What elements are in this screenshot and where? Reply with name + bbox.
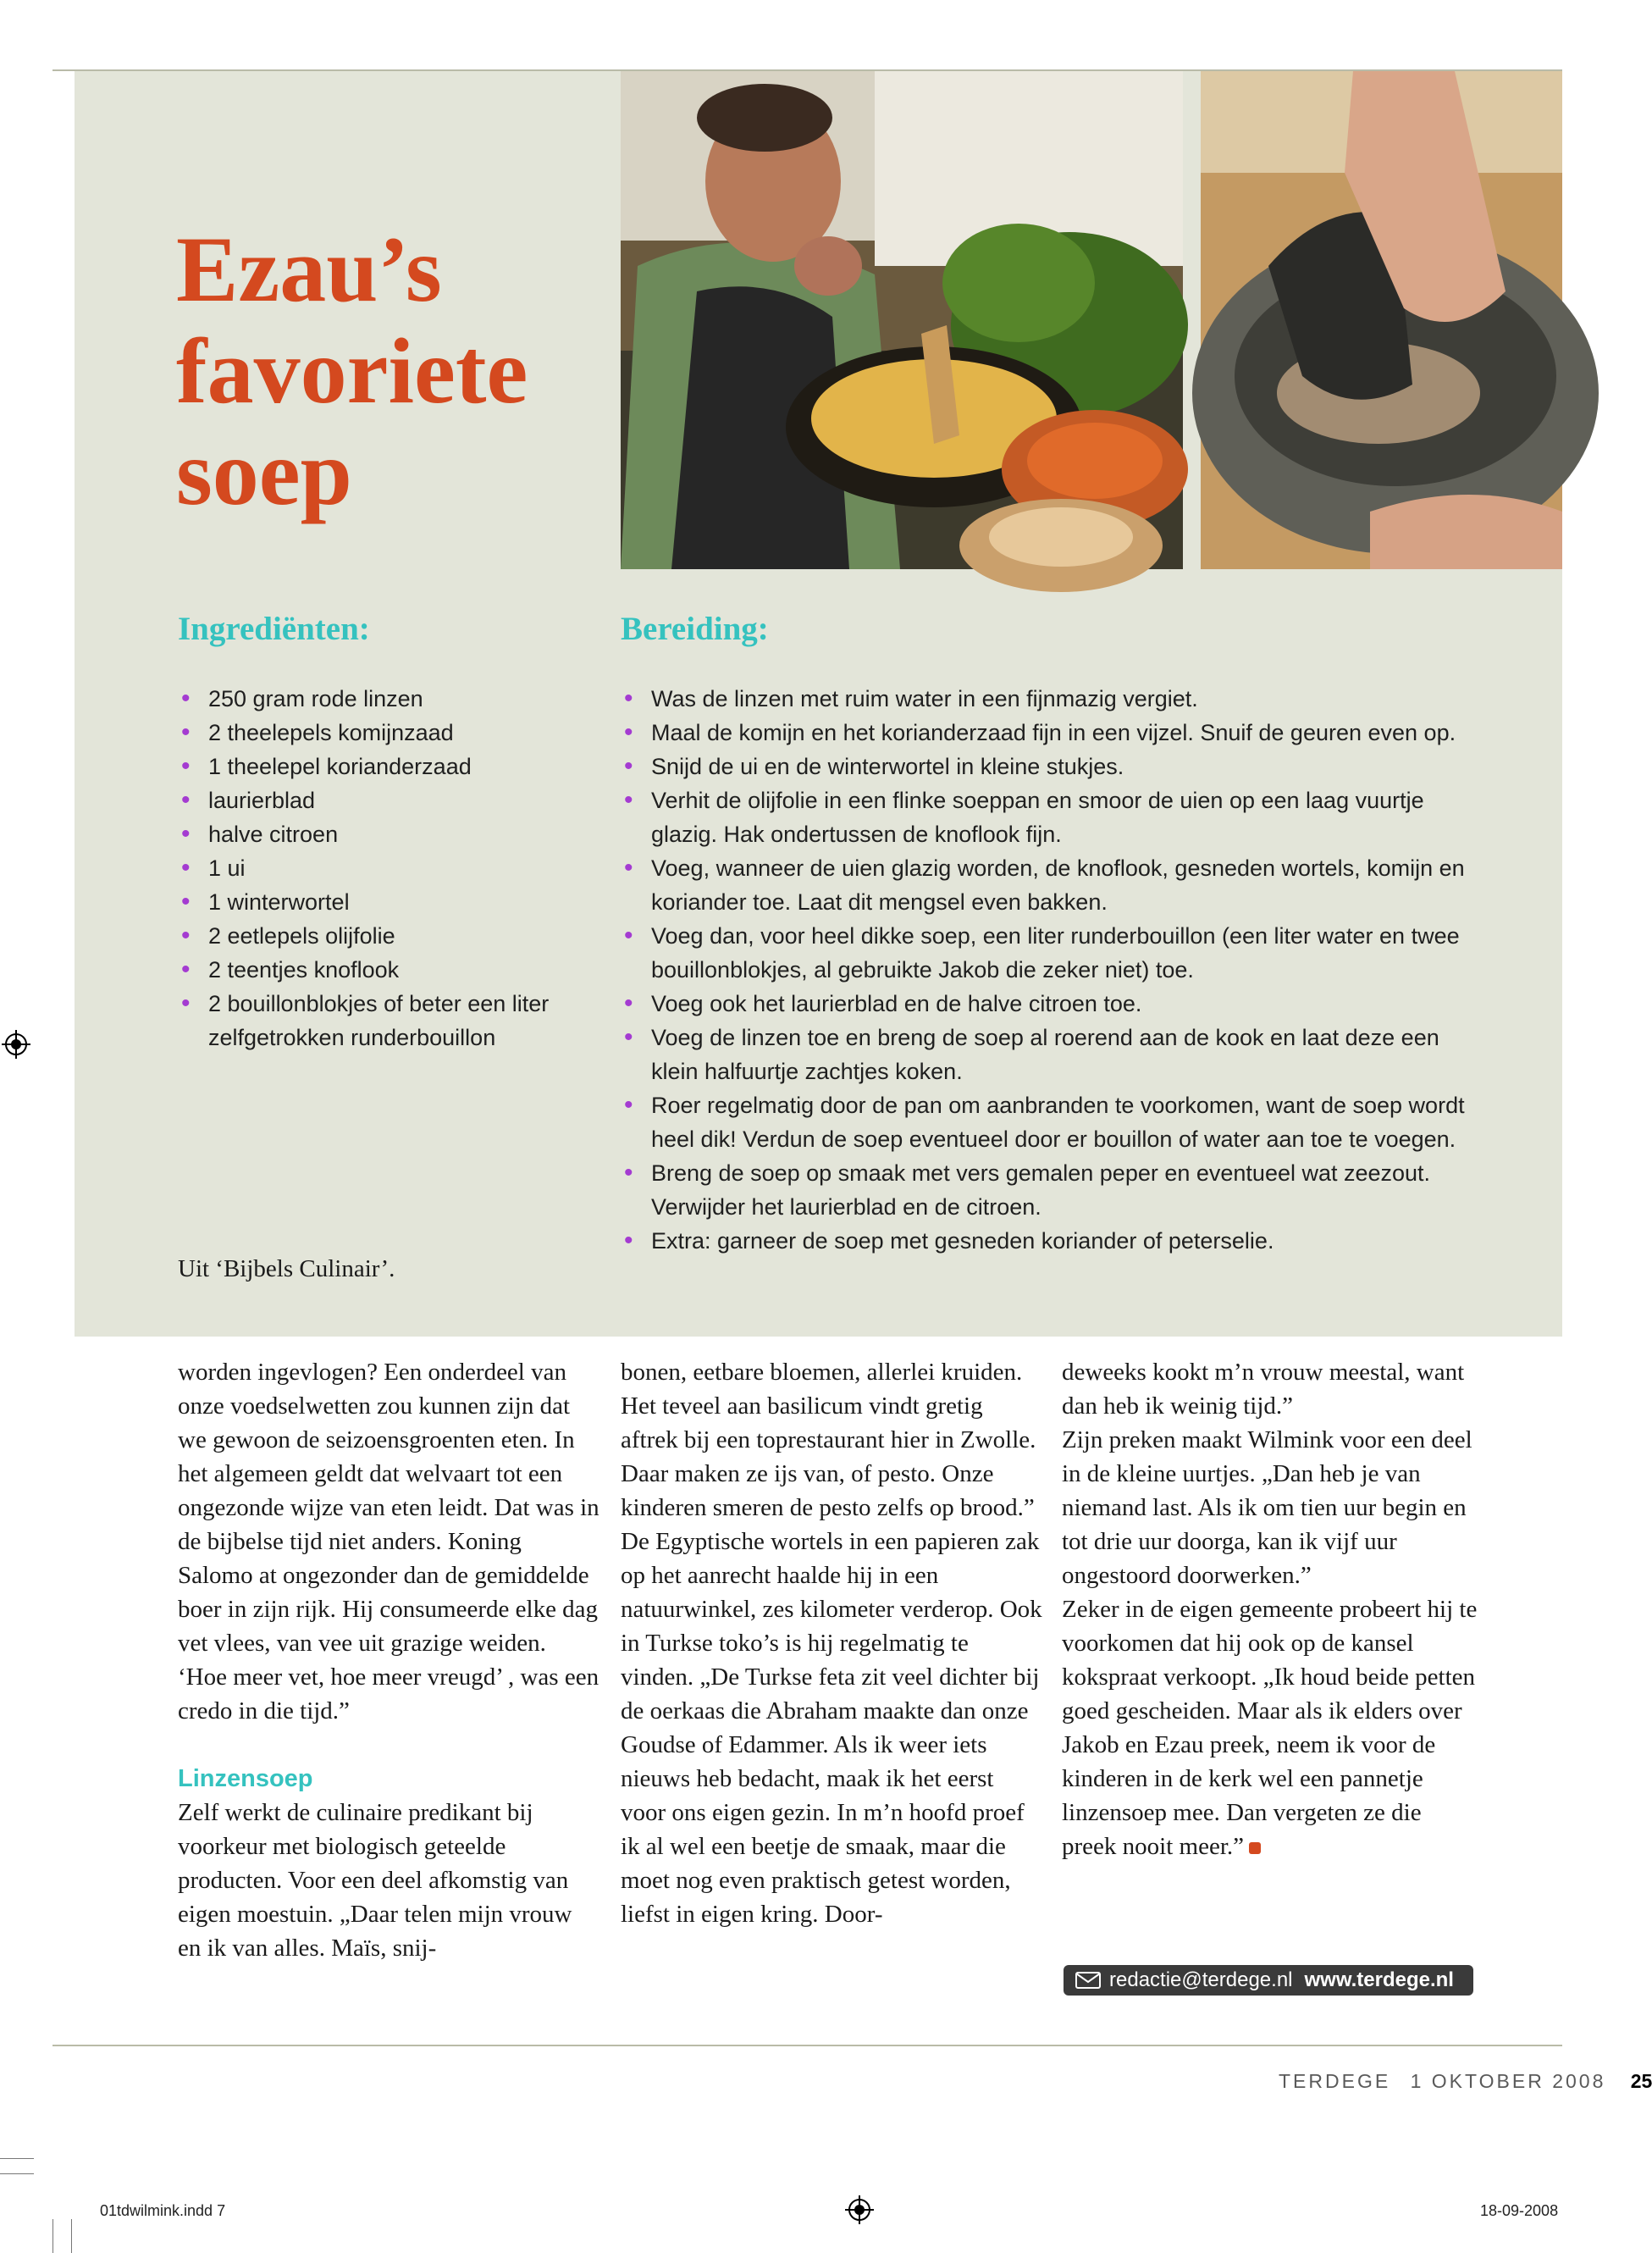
list-item: • 1 ui [178,851,576,885]
body-column-3 [1062,1355,1481,1863]
mortar-photo [1201,71,1562,569]
bullet-icon: • [181,820,191,848]
bullet-icon: • [181,718,191,746]
title-line: Ezau’s [176,218,442,321]
contact-email[interactable]: redactie@terdege.nl [1109,1968,1293,1991]
bullet-icon: • [624,1159,633,1187]
list-item: • 2 bouillonblokjes of beter een liter zelfgetrokken runderbouillon [178,987,576,1055]
bullet-icon: • [624,989,633,1017]
list-item: • Was de linzen met ruim water in een fijnmazig vergiet. [621,682,1476,716]
paragraph: worden ingevlogen? Een onderdeel van onze voedselwetten zou kunnen zijn dat we gewoon de seizoensgroenten eten. In het algemeen geldt dat welvaart tot een ongezonde wijze van eten leidt. Dat was in de bijbelse tijd niet anders. Koning Salomo at ongezonder dan de gemiddelde boer in zijn rijk. Hij consumeerde elke dag vet vlees, van vee uit grazige weiden. ‘Hoe meer vet, hoe meer vreugd’ , was een credo in die tijd.” [178,1359,599,1724]
page-number: 25 [1630,2070,1652,2092]
list-item: • 1 theelepel korianderzaad [178,750,576,783]
bullet-icon: • [624,1226,633,1254]
bullet-icon: • [181,752,191,780]
bullet-icon: • [181,922,191,949]
crop-mark [71,2219,72,2253]
bullet-icon: • [181,854,191,882]
recipe-source: Uit ‘Bijbels Culinair’. [178,1255,395,1282]
bullet-icon: • [624,684,633,712]
bullet-icon: • [624,718,633,746]
paragraph: De Egyptische wortels in een papieren zak op het aanrecht haalde hij in een natuurwinkel, zes kilometer verderop. Ook in Turkse toko’s is hij regelmatig te vinden. „De Turkse feta zit veel dichter bij de oerkaas die Abraham maakte dan onze Goudse of Edammer. Als ik weer iets nieuws heb bedacht, maak ik het eerst voor ons eigen gezin. In m’n hoofd proef ik al wel een beetje de smaak, maar die moet nog even praktisch getest worden, liefst in eigen kring. Door- [621,1528,1042,1928]
ingredients-heading: Ingrediënten: [178,611,370,647]
list-item: • Snijd de ui en de winterwortel in kleine stukjes. [621,750,1476,783]
list-item: • Voeg ook het laurierblad en de halve citroen toe. [621,987,1476,1021]
list-item: • Roer regelmatig door de pan om aanbranden te voorkomen, want de soep wordt heel dik! Verdun de soep eventueel door er bouillon of water aan toe te voegen. [621,1088,1476,1156]
body-column-2 [621,1355,1044,1931]
list-item: • Voeg de linzen toe en breng de soep al roerend aan de kook en laat deze een klein halfuurtje zachtjes koken. [621,1021,1476,1088]
paragraph: Zeker in de eigen gemeente probeert hij te voorkomen dat hij ook op de kansel kokspraat verkoopt. „Ik houd beide petten goed gescheiden. Maar als ik elders over Jakob en Ezau preek, neem ik voor de kinderen in de kerk wel een pannetje linzensoep mee. Dan vergeten ze die preek nooit meer.” [1062,1596,1478,1860]
slug-date: 18-09-2008 [1480,2202,1559,2219]
cook-photo [621,71,1183,569]
paragraph: deweeks kookt m’n vrouw meestal, want dan heb ik weinig tijd.” [1062,1359,1465,1420]
paragraph: Zijn preken maakt Wilmink voor een deel in de kleine uurtjes. „Dan heb je van niemand last. Als ik om tien uur begin en tot drie uur doorga, kan ik vijf uur ongestoord doorwerken.” [1062,1426,1472,1589]
bullet-icon: • [624,752,633,780]
end-mark-icon [1249,1842,1261,1854]
list-item: • 2 eetlepels olijfolie [178,919,576,953]
list-item: • Voeg dan, voor heel dikke soep, een liter runderbouillon (een liter water en twee bouillonblokjes, al gebruikte Jakob die zeker niet) toe. [621,919,1476,987]
title-line: soep [176,421,352,524]
registration-mark-icon [2,1030,30,1059]
registration-mark-icon [845,2195,874,2224]
bullet-icon: • [624,854,633,882]
title-line: favoriete [176,319,528,423]
body-column-1 [178,1355,601,1965]
subheading: Linzensoep [178,1765,313,1792]
list-item: • Voeg, wanneer de uien glazig worden, de knoflook, gesneden wortels, komijn en koriander toe. Laat dit mengsel even bakken. [621,851,1476,919]
article-title [176,219,616,523]
bullet-icon: • [624,786,633,814]
list-item: • Breng de soep op smaak met vers gemalen peper en eventueel wat zeezout. Verwijder het laurierblad en de citroen. [621,1156,1476,1224]
bullet-icon: • [181,684,191,712]
list-item: • Extra: garneer de soep met gesneden koriander of peterselie. [621,1224,1476,1258]
magazine-name: TERDEGE [1279,2070,1391,2092]
slug-filename: 01tdwilmink.indd 7 [100,2202,226,2219]
list-item: • Verhit de olijfolie in een flinke soeppan en smoor de uien op een laag vuurtje glazig. Hak ondertussen de knoflook fijn. [621,783,1476,851]
list-item: • Maal de komijn en het korianderzaad fijn in een vijzel. Snuif de geuren even op. [621,716,1476,750]
crop-mark [0,2158,34,2159]
bullet-icon: • [181,989,191,1017]
page-footer [1279,2070,1652,2093]
paragraph: bonen, eetbare bloemen, allerlei kruiden. Het teveel aan basilicum vindt gretig aftrek bij een toprestaurant hier in Zwolle. Daar maken ze ijs van, of pesto. Onze kinderen smeren de pesto zelfs op brood.” [621,1359,1036,1521]
preparation-list [621,682,1476,1258]
list-item: • 1 winterwortel [178,885,576,919]
list-item: • 250 gram rode linzen [178,682,576,716]
paragraph: Zelf werkt de culinaire predikant bij voorkeur met biologisch geteelde producten. Voor een deel afkomstig van eigen moestuin. „Daar telen mijn vrouw en ik van alles. Maïs, snij- [178,1799,572,1962]
bullet-icon: • [181,955,191,983]
crop-mark [52,2219,53,2253]
list-item: • 2 teentjes knoflook [178,953,576,987]
contact-website[interactable]: www.terdege.nl [1304,1968,1454,1991]
ingredient-list [178,682,576,1055]
bullet-icon: • [624,1023,633,1051]
contact-bar [1064,1965,1473,1996]
crop-mark [0,2173,34,2174]
list-item: • laurierblad [178,783,576,817]
list-item: • halve citroen [178,817,576,851]
issue-date: 1 OKTOBER 2008 [1410,2070,1606,2092]
mail-icon [1075,1972,1101,1989]
bullet-icon: • [181,888,191,916]
bullet-icon: • [624,1091,633,1119]
bottom-rule [52,2045,1562,2046]
bullet-icon: • [181,786,191,814]
bullet-icon: • [624,922,633,949]
preparation-heading: Bereiding: [621,611,769,647]
list-item: • 2 theelepels komijnzaad [178,716,576,750]
